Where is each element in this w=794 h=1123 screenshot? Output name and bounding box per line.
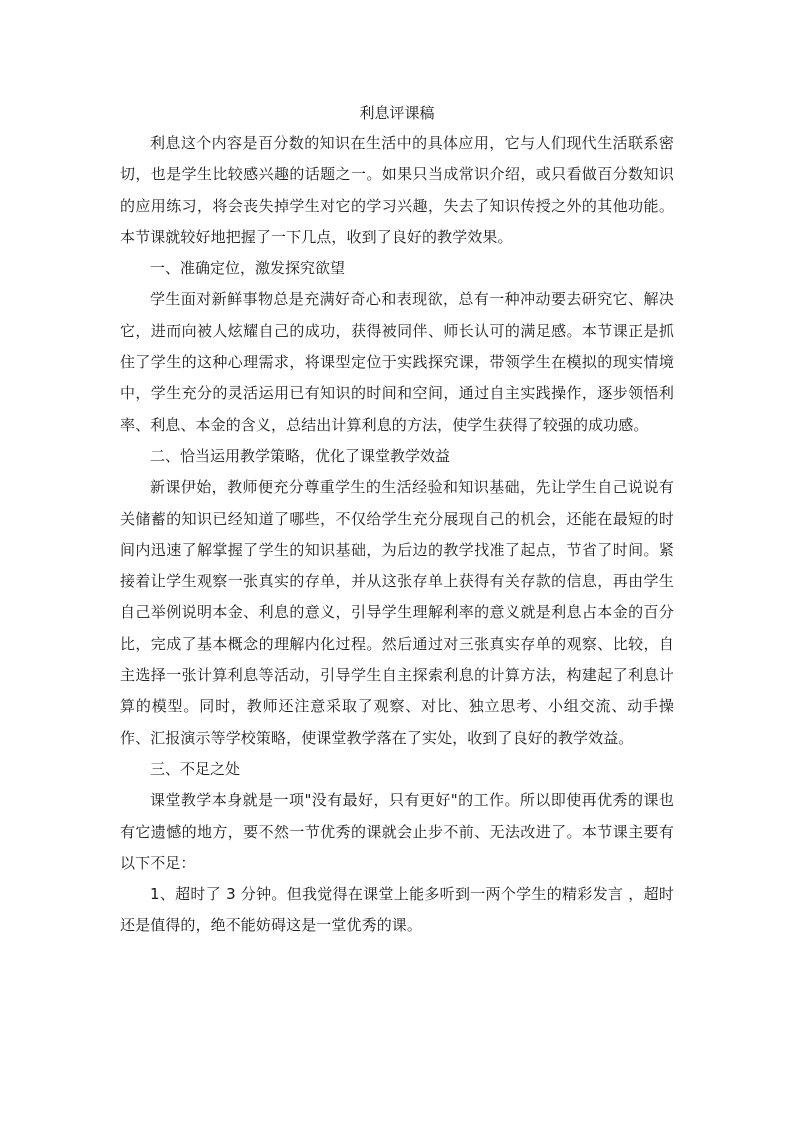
- section-heading-3: 三、不足之处: [150, 759, 241, 778]
- document-title: 利息评课稿: [359, 104, 435, 122]
- shortcoming-item-1: 1、超时了 3 分钟。但我觉得在课堂上能多听到一两个学生的精彩发言 ，超时还是值得的，绝不能妨碍这是一堂优秀的课。: [120, 885, 674, 935]
- section-3-paragraph: 课堂教学本身就是一项"没有最好，只有更好"的工作。所以即使再优秀的课也有它遗憾的地方，要不然一节优秀的课就会止步不前、无法改进了。本节课主要有以下不足：: [120, 791, 674, 872]
- intro-paragraph: 利息这个内容是百分数的知识在生活中的具体应用，它与人们现代生活联系密切，也是学生比较感兴趣的话题之一。如果只当成常识介绍，或只看做百分数知识的应用练习，将会丧失掉学生对它的学习兴趣，失去了知识传授之外的其他功能。本节课就较好地把握了一下几点，收到了良好的教学效果。: [120, 134, 674, 246]
- document-body: [120, 98, 674, 942]
- section-1-paragraph: 学生面对新鲜事物总是充满好奇心和表现欲，总有一种冲动要去研究它、解决它，进而向被人炫耀自己的成功，获得被同伴、师长认可的满足感。本节课正是抓住了学生的这种心理需求，将课型定位于实践探究课，带领学生在模拟的现实情境中，学生充分的灵活运用已有知识的时间和空间，通过自主实践操作，逐步领悟利率、利息、本金的含义，总结出计算利息的方法，使学生获得了较强的成功感。: [120, 290, 674, 434]
- section-heading-1: 一、准确定位，激发探究欲望: [150, 259, 346, 278]
- section-heading-2: 二、恰当运用教学策略，优化了课堂教学效益: [150, 446, 451, 465]
- section-2-paragraph: 新课伊始，教师便充分尊重学生的生活经验和知识基础，先让学生自己说说有关储蓄的知识已经知道了哪些，不仅给学生充分展现自己的机会，还能在最短的时间内迅速了解掌握了学生的知识基础，为后边的教学找准了起点，节省了时间。紧接着让学生观察一张真实的存单，并从这张存单上获得有关存款的信息，再由学生自己举例说明本金、利息的意义，引导学生理解利率的意义就是利息占本金的百分比，完成了基本概念的理解内化过程。然后通过对三张真实存单的观察、比较，自主选择一张计算利息等活动，引导学生自主探索利息的计算方法，构建起了利息计算的模型。同时，教师还注意采取了观察、对比、独立思考、小组交流、动手操作、汇报演示等学校策略，使课堂教学落在了实处，收到了良好的教学效益。: [120, 478, 674, 747]
